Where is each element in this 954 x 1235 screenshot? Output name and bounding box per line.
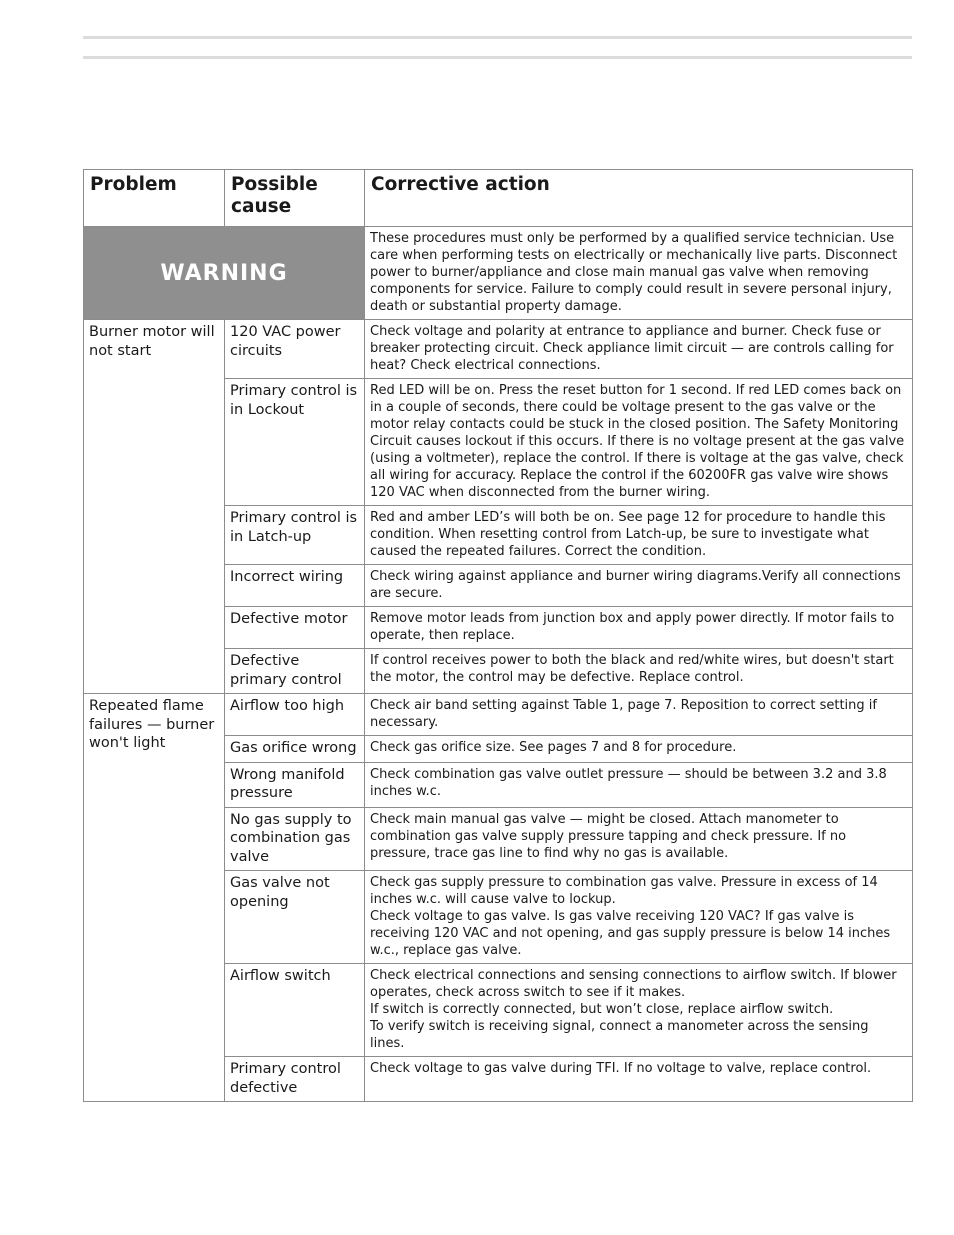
action-cell [365, 964, 913, 1057]
second-rule [83, 56, 912, 59]
action-paragraph: If switch is correctly connected, but won’t close, replace airflow switch. [370, 1002, 834, 1017]
warning-text: These procedures must only be performed by a qualified service technician. Use care when performing tests on electrically or mechanically live parts. Disconnect power to burner/appliance and close main manual gas valve when removing components for service. Failure to comply could result in severe personal injury, death or substantial property damage. [365, 227, 913, 320]
action-paragraph: Check main manual gas valve — might be closed. Attach manometer to combination gas valve supply pressure tapping and check pressure. If no pressure, trace gas line to find why no gas is available. [370, 811, 847, 861]
action-paragraph: Check combination gas valve outlet pressure — should be between 3.2 and 3.8 inches w.c. [370, 766, 887, 799]
cause-cell: Defective motor [225, 607, 365, 649]
action-paragraph: Check gas supply pressure to combination gas valve. Pressure in excess of 14 inches w.c. will cause valve to lockup. [370, 875, 878, 907]
troubleshooting-table [83, 169, 913, 1102]
action-paragraph: Check wiring against appliance and burner wiring diagrams.Verify all connections are secure. [370, 569, 901, 601]
cause-cell: Incorrect wiring [225, 565, 365, 607]
action-cell [365, 1057, 913, 1102]
action-cell [365, 649, 913, 694]
action-paragraph: Remove motor leads from junction box and apply power directly. If motor fails to operate, then replace. [370, 611, 895, 643]
action-cell [365, 379, 913, 506]
action-paragraph: Check voltage to gas valve. Is gas valve receiving 120 VAC? If gas valve is receiving 120 VAC and not opening, and gas supply pressure is below 14 inches w.c., replace gas valve. [370, 909, 891, 958]
cause-cell: Primary control is in Latch-up [225, 506, 365, 565]
action-cell [365, 565, 913, 607]
action-cell [365, 807, 913, 871]
action-paragraph: Check voltage and polarity at entrance to appliance and burner. Check fuse or breaker protecting circuit. Check appliance limit circuit — are controls calling for heat? Check electrical connections. [370, 324, 894, 373]
problem-cell: Repeated flame failures — burner won't light [84, 694, 225, 1102]
action-paragraph: Red and amber LED’s will both be on. See page 12 for procedure to handle this condition. When resetting control from Latch-up, be sure to investigate what caused the repeated failures. Correct the condition. [370, 510, 886, 559]
action-cell [365, 871, 913, 964]
warning-row [84, 227, 913, 320]
header-problem: Problem [84, 170, 225, 227]
action-paragraph: Check voltage to gas valve during TFI. If no voltage to valve, replace control. [370, 1061, 872, 1076]
cause-cell: No gas supply to combination gas valve [225, 807, 365, 871]
cause-cell: Airflow switch [225, 964, 365, 1057]
cause-cell: Wrong manifold pressure [225, 762, 365, 807]
cause-cell: Primary control is in Lockout [225, 379, 365, 506]
warning-label: WARNING [84, 227, 365, 320]
table-row [84, 320, 913, 379]
problem-cell: Burner motor will not start [84, 320, 225, 694]
action-paragraph: Check electrical connections and sensing connections to airflow switch. If blower operates, check across switch to see if it makes. [370, 968, 897, 1000]
action-paragraph: Red LED will be on. Press the reset button for 1 second. If red LED comes back on in a couple of seconds, there could be voltage present to the gas valve or the motor relay contacts could be stuck in the closed position. The Safety Monitoring Circuit causes lockout if this occurs. If there is no voltage present at the gas valve (using a voltmeter), replace the control. If there is voltage at the gas valve, check all wiring for accuracy. Replace the control if the 60200FR gas valve wire shows 120 VAC when disconnected from the burner wiring. [370, 383, 905, 500]
cause-cell: Gas valve not opening [225, 871, 365, 964]
cause-cell: Primary control defective [225, 1057, 365, 1102]
cause-cell: Defective primary control [225, 649, 365, 694]
cause-cell: Airflow too high [225, 694, 365, 736]
action-cell [365, 694, 913, 736]
action-cell [365, 506, 913, 565]
action-paragraph: Check gas orifice size. See pages 7 and 8 for procedure. [370, 740, 737, 755]
header-row [84, 170, 913, 227]
top-rule [83, 36, 912, 39]
action-paragraph: Check air band setting against Table 1, page 7. Reposition to correct setting if necessary. [370, 698, 877, 730]
action-cell [365, 607, 913, 649]
header-action: Corrective action [365, 170, 913, 227]
action-cell [365, 320, 913, 379]
cause-cell: Gas orifice wrong [225, 736, 365, 763]
table-row [84, 694, 913, 736]
action-cell [365, 762, 913, 807]
action-paragraph: If control receives power to both the black and red/white wires, but doesn't start the motor, the control may be defective. Replace control. [370, 653, 894, 685]
action-cell [365, 736, 913, 763]
cause-cell: 120 VAC power circuits [225, 320, 365, 379]
header-cause: Possible cause [225, 170, 365, 227]
action-paragraph: To verify switch is receiving signal, connect a manometer across the sensing lines. [370, 1019, 869, 1051]
